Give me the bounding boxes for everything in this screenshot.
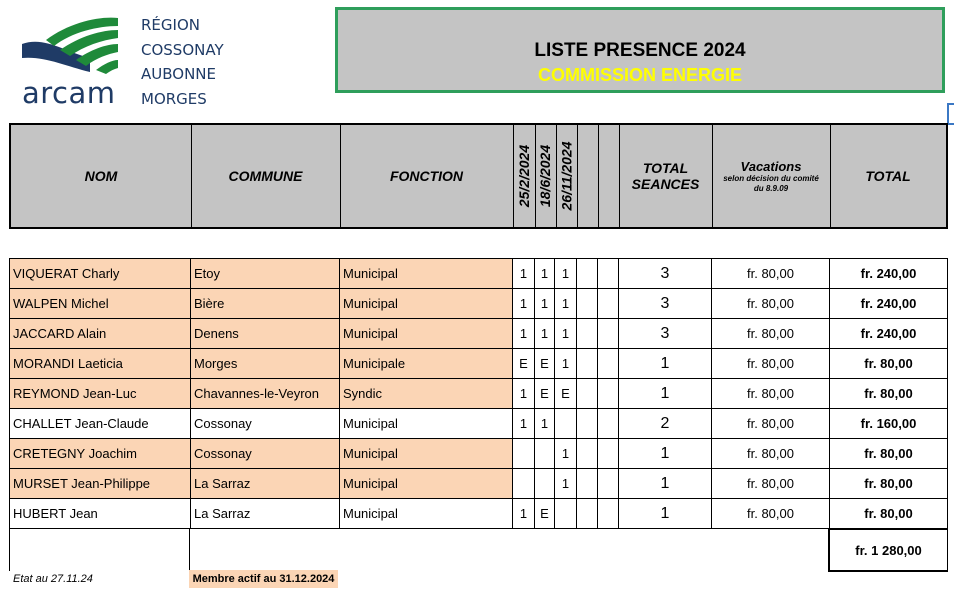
cell-nom: REYMOND Jean-Luc: [9, 379, 190, 408]
legend-active-member: Membre actif au 31.12.2024: [189, 570, 338, 588]
cell-empty: [597, 349, 618, 378]
cell-d3: 1: [554, 349, 576, 378]
document-title: LISTE PRESENCE 2024: [534, 40, 746, 61]
cell-seances: 1: [618, 379, 711, 408]
cell-vacation: fr. 80,00: [711, 439, 829, 468]
header-fonction: FONCTION: [340, 125, 514, 227]
cell-fonction: Municipale: [339, 349, 512, 378]
region-line: RÉGION: [141, 16, 200, 34]
cell-empty: [576, 379, 597, 408]
cell-commune: Cossonay: [190, 409, 339, 438]
header-total-seances-line1: TOTAL: [642, 160, 689, 176]
cell-vacation: fr. 80,00: [711, 409, 829, 438]
cell-d2: [534, 469, 554, 498]
cell-d1: E: [512, 349, 534, 378]
cell-empty: [597, 259, 618, 288]
header-commune: COMMUNE: [191, 125, 341, 227]
header-total-seances-line2: SEANCES: [631, 176, 700, 192]
cell-d1: [512, 439, 534, 468]
cell-vacation: fr. 80,00: [711, 469, 829, 498]
header-empty-col: [577, 125, 599, 227]
cell-total: fr. 160,00: [829, 409, 948, 438]
cell-total: fr. 80,00: [829, 469, 948, 498]
header-date-2: [535, 125, 557, 227]
cell-vacation: fr. 80,00: [711, 499, 829, 528]
cell-empty: [576, 289, 597, 318]
cell-d3: 1: [554, 319, 576, 348]
cell-selection-marker: [947, 103, 954, 125]
cell-vacation: fr. 80,00: [711, 319, 829, 348]
cell-d2: 1: [534, 259, 554, 288]
cell-fonction: Municipal: [339, 499, 512, 528]
cell-seances: 3: [618, 319, 711, 348]
cell-commune: La Sarraz: [190, 469, 339, 498]
header-date-label: 18/6/2024: [537, 144, 554, 208]
cell-d2: E: [534, 499, 554, 528]
cell-d1: 1: [512, 379, 534, 408]
region-line: AUBONNE: [141, 65, 216, 83]
cell-commune: La Sarraz: [190, 499, 339, 528]
cell-seances: 3: [618, 259, 711, 288]
cell-nom: HUBERT Jean: [9, 499, 190, 528]
header-date-label: 26/11/2024: [558, 141, 575, 211]
cell-fonction: Municipal: [339, 259, 512, 288]
cell-d3: 1: [554, 469, 576, 498]
cell-empty: [597, 499, 618, 528]
cell-total: fr. 80,00: [829, 379, 948, 408]
cell-fonction: Municipal: [339, 439, 512, 468]
header-vacations-title: Vacations: [740, 158, 802, 174]
cell-empty: [576, 259, 597, 288]
cell-fonction: Municipal: [339, 289, 512, 318]
cell-d1: 1: [512, 499, 534, 528]
table-row: [9, 258, 948, 288]
header-date-label: 25/2/2024: [516, 144, 533, 208]
members-table: [9, 258, 948, 529]
cell-seances: 1: [618, 469, 711, 498]
cell-vacation: fr. 80,00: [711, 379, 829, 408]
region-line: MORGES: [141, 89, 207, 108]
cell-d1: 1: [512, 319, 534, 348]
cell-total: fr. 80,00: [829, 499, 948, 528]
table-row: [9, 438, 948, 468]
header-total: TOTAL: [865, 168, 911, 184]
cell-total: fr. 240,00: [829, 319, 948, 348]
cell-d3: 1: [554, 289, 576, 318]
table-row: [9, 468, 948, 498]
table-row: [9, 408, 948, 438]
cell-nom: CHALLET Jean-Claude: [9, 409, 190, 438]
cell-empty: [576, 499, 597, 528]
cell-total: fr. 240,00: [829, 259, 948, 288]
header-empty-col: [598, 125, 620, 227]
cell-vacation: fr. 80,00: [711, 349, 829, 378]
cell-empty: [576, 319, 597, 348]
table-header: [9, 123, 948, 229]
cell-fonction: Municipal: [339, 469, 512, 498]
header-date-3: [556, 125, 578, 227]
cell-d3: [554, 499, 576, 528]
cell-d2: 1: [534, 289, 554, 318]
cell-nom: MORANDI Laeticia: [9, 349, 190, 378]
cell-seances: 3: [618, 289, 711, 318]
cell-empty: [576, 409, 597, 438]
cell-vacation: fr. 80,00: [711, 259, 829, 288]
cell-empty: [597, 469, 618, 498]
cell-nom: VIQUERAT Charly: [9, 259, 190, 288]
cell-commune: Etoy: [190, 259, 339, 288]
table-row: [9, 378, 948, 408]
header-vacations-sub1: selon décision du comité: [723, 173, 819, 183]
cell-fonction: Municipal: [339, 409, 512, 438]
cell-empty: [597, 289, 618, 318]
table-bottom-left: [9, 529, 190, 571]
cell-d1: 1: [512, 289, 534, 318]
cell-seances: 1: [618, 349, 711, 378]
region-line: COSSONAY: [141, 40, 224, 59]
header-vacations: [712, 125, 831, 227]
cell-commune: Chavannes-le-Veyron: [190, 379, 339, 408]
cell-commune: Bière: [190, 289, 339, 318]
cell-empty: [597, 379, 618, 408]
cell-nom: MURSET Jean-Philippe: [9, 469, 190, 498]
cell-d2: [534, 439, 554, 468]
cell-d2: E: [534, 379, 554, 408]
table-row: [9, 318, 948, 348]
logo-wordmark: arcam: [22, 76, 116, 110]
commission-name: COMMISSION ENERGIE: [537, 65, 743, 85]
region-list: [141, 13, 224, 111]
header-date-1: [513, 125, 536, 227]
cell-commune: Morges: [190, 349, 339, 378]
cell-d2: 1: [534, 319, 554, 348]
cell-d3: E: [554, 379, 576, 408]
cell-d3: [554, 409, 576, 438]
cell-empty: [576, 439, 597, 468]
cell-empty: [597, 409, 618, 438]
cell-d1: 1: [512, 259, 534, 288]
cell-nom: CRETEGNY Joachim: [9, 439, 190, 468]
table-row: [9, 348, 948, 378]
header-vacations-sub2: du 8.9.09: [753, 183, 789, 193]
cell-empty: [576, 469, 597, 498]
cell-empty: [597, 319, 618, 348]
cell-d1: 1: [512, 409, 534, 438]
cell-vacation: fr. 80,00: [711, 289, 829, 318]
cell-d1: [512, 469, 534, 498]
status-date: Etat au 27.11.24: [13, 573, 93, 585]
cell-d3: 1: [554, 259, 576, 288]
cell-fonction: Syndic: [339, 379, 512, 408]
cell-commune: Denens: [190, 319, 339, 348]
cell-seances: 1: [618, 499, 711, 528]
header-nom: NOM: [11, 125, 192, 227]
cell-nom: JACCARD Alain: [9, 319, 190, 348]
cell-total: fr. 240,00: [829, 289, 948, 318]
cell-d3: 1: [554, 439, 576, 468]
cell-d2: E: [534, 349, 554, 378]
cell-seances: 2: [618, 409, 711, 438]
grand-total: fr. 1 280,00: [828, 529, 948, 572]
cell-fonction: Municipal: [339, 319, 512, 348]
title-box: [335, 7, 945, 93]
cell-d2: 1: [534, 409, 554, 438]
table-row: [9, 498, 948, 529]
header-total-seances: [619, 125, 713, 227]
cell-empty: [576, 349, 597, 378]
cell-seances: 1: [618, 439, 711, 468]
cell-nom: WALPEN Michel: [9, 289, 190, 318]
cell-commune: Cossonay: [190, 439, 339, 468]
table-row: [9, 288, 948, 318]
cell-total: fr. 80,00: [829, 439, 948, 468]
cell-total: fr. 80,00: [829, 349, 948, 378]
cell-empty: [597, 439, 618, 468]
